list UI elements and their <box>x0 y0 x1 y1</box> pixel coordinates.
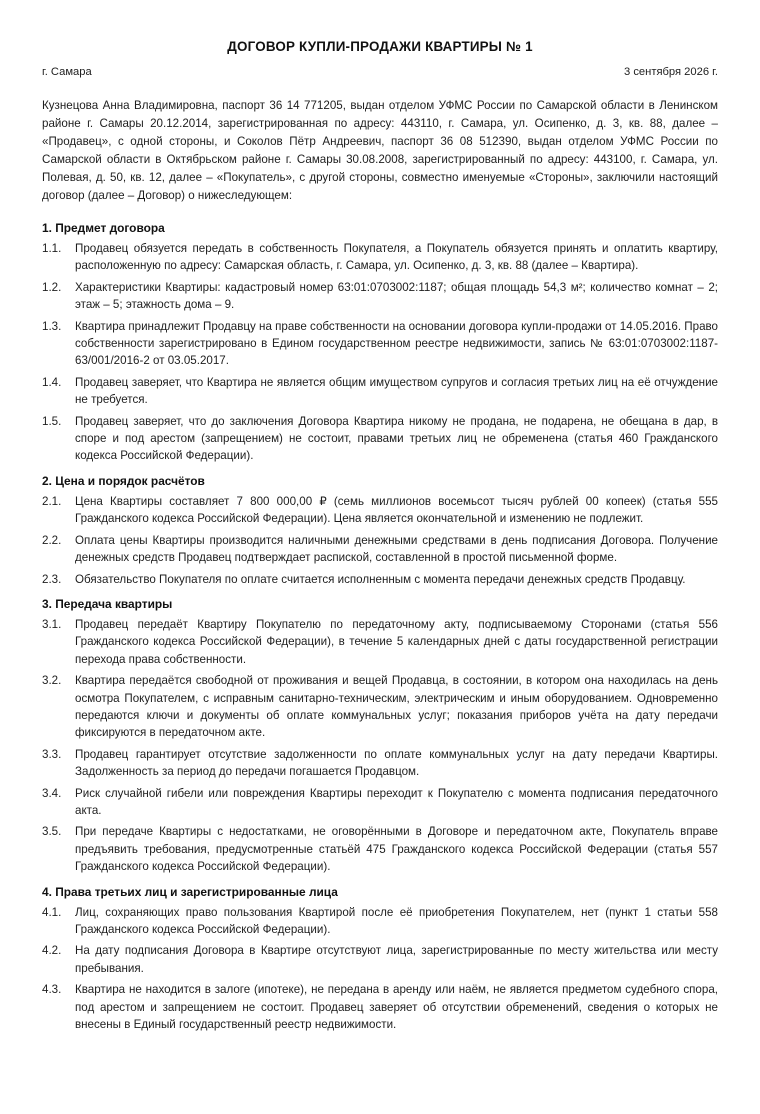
clause <box>42 240 718 275</box>
clause <box>42 413 718 465</box>
clause-number: 3.5. <box>42 825 62 839</box>
clause-text: Продавец заверяет, что до заключения Договора Квартира никому не продана, не подарена, не обещана в дар, в споре и под арестом (запрещением) не состоит, правами третьих лиц не обременена (статья 460 Гражданского кодекса Российской Федерации). <box>75 414 718 463</box>
clause <box>42 942 718 977</box>
clause <box>42 318 718 370</box>
clause-number: 4.2. <box>42 944 62 958</box>
clause-text: Продавец обязуется передать в собственность Покупателя, а Покупатель обязуется принять и оплатить квартиру, расположенную по адресу: Самарская область, г. Самара, ул. Осипенко, д. 3, кв. 88 (далее – Квартира). <box>75 242 718 273</box>
clause-number: 3.2. <box>42 674 62 688</box>
clause <box>42 616 718 668</box>
clause-number: 4.3. <box>42 983 62 997</box>
clause-number: 3.1. <box>42 617 62 631</box>
clause-text: Квартира принадлежит Продавцу на праве собственности на основании договора купли-продажи от 14.05.2016. Право собственности зарегистрировано в Едином государственном реестре недвижимости, запись № 63:01:0703002:1187-63/001/2016-2 от 03.05.2017. <box>75 319 718 368</box>
clause-number: 4.1. <box>42 905 62 919</box>
clause-number: 2.3. <box>42 572 62 586</box>
section <box>42 595 718 876</box>
clause-text: Характеристики Квартиры: кадастровый номер 63:01:0703002:1187; общая площадь 54,3 м²; количество комнат – 2; этаж – 5; этажность дома – 9. <box>75 280 718 312</box>
clause-text: Обязательство Покупателя по оплате считается исполненным с момента передачи денежных средств Продавцу. <box>75 572 686 586</box>
clause <box>42 981 718 1033</box>
clause-text: Продавец передаёт Квартиру Покупателю по передаточному акту, подписываемому Сторонами (статья 556 Гражданского кодекса Российской Федерации), в течение 5 календарных дней с даты государственной регистрации перехода права собственности. <box>75 617 718 666</box>
clause-number: 3.4. <box>42 786 62 800</box>
section-title: 3. Передача квартиры <box>42 596 173 611</box>
section-title: 1. Предмет договора <box>42 221 165 235</box>
clause-number: 2.1. <box>42 494 62 508</box>
clause-text: Продавец гарантирует отсутствие задолженности по оплате коммунальных услуг на дату передачи Квартиры. Задолженность за период до передачи погашается Продавцом. <box>75 747 718 779</box>
section <box>42 883 718 1034</box>
clause <box>42 785 718 820</box>
document-city: г. Самара <box>42 66 92 78</box>
section-title: 2. Цена и порядок расчётов <box>42 473 205 488</box>
clause-number: 1.5. <box>42 414 62 428</box>
clause-text: Оплата цены Квартиры производится наличными денежными средствами в день подписания Договора. Получение денежных средств Продавец подтверждает распиской, составленной в простой письменной форме. <box>75 533 718 565</box>
clause-number: 1.4. <box>42 375 62 389</box>
clause-text: Квартира не находится в залоге (ипотеке), не передана в аренду или наём, не является предметом судебного спора, под арестом и запрещением не состоит. Продавец заверяет об отсутствии обременений, сведения о которых не внесены в Единый государственный реестр недвижимости. <box>75 983 718 1032</box>
clause-number: 1.3. <box>42 319 62 333</box>
clause-number: 1.1. <box>42 242 62 255</box>
clause <box>42 823 718 875</box>
clause <box>42 493 718 528</box>
clause-text: Продавец заверяет, что Квартира не является общим имуществом супругов и согласия третьих лиц на её отчуждение не требуется. <box>75 375 718 407</box>
clause-number: 1.2. <box>42 280 62 294</box>
clause-number: 3.3. <box>42 747 62 761</box>
document-title: ДОГОВОР КУПЛИ-ПРОДАЖИ КВАРТИРЫ № 1 <box>227 39 533 54</box>
clause <box>42 279 718 314</box>
clause-text: Цена Квартиры составляет 7 800 000,00 ₽ (семь миллионов восемьсот тысяч рублей 00 копеек) (статья 555 Гражданского кодекса Российской Федерации). Цена является окончательной и изменению не подлежит. <box>75 494 718 526</box>
clause-text: При передаче Квартиры с недостатками, не оговорёнными в Договоре и передаточном акте, Покупатель вправе предъявить требования, предусмотренные статьёй 475 Гражданского кодекса Российской Федерации (статья 557 Гражданского кодекса Российской Федерации). <box>75 825 718 874</box>
section <box>42 219 718 465</box>
clause <box>42 904 718 939</box>
clause-number: 2.2. <box>42 533 62 547</box>
document-date: 3 сентября 2026 г. <box>624 66 718 78</box>
clause <box>42 374 718 409</box>
document-preamble: Кузнецова Анна Владимировна, паспорт 36 14 771205, выдан отделом УФМС России по Самарской области в Ленинском районе г. Самары 20.12.2014, зарегистрированная по адресу: 443110, г. Самара, ул. Осипенко, д. 3, кв. 88, далее – «Продавец», с одной стороны, и Соколов Пётр Андреевич, паспорт 36 08 512390, выдан отделом УФМС России по Самарской области в Октябрьском районе г. Самары 30.08.2008, зарегистрированный по адресу: 443100, г. Самара, ул. Полевая, д. 50, кв. 12, далее – «Покупатель», с другой стороны, совместно именуемые «Стороны», заключили настоящий договор (далее – Договор) о нижеследующем: <box>42 99 718 203</box>
clause <box>42 571 718 588</box>
section <box>42 472 718 588</box>
document-meta <box>42 66 718 78</box>
clause <box>42 672 718 742</box>
clause <box>42 532 718 567</box>
document-sections <box>42 219 718 1040</box>
clause <box>42 746 718 781</box>
clause-text: Риск случайной гибели или повреждения Квартиры переходит к Покупателю с момента подписания передаточного акта. <box>75 786 718 817</box>
section-title: 4. Права третьих лиц и зарегистрированные лица <box>42 884 338 899</box>
clause-text: На дату подписания Договора в Квартире отсутствуют лица, зарегистрированные по месту жительства или месту пребывания. <box>75 944 718 975</box>
clause-text: Квартира передаётся свободной от проживания и вещей Продавца, в состоянии, в котором она находилась на день осмотра Покупателем, с исправным санитарно-техническим, электрическим и иным оборудованием. Одновременно передаются ключи и документы об оплате коммунальных услуг; показания приборов учёта на дату передачи фиксируются в передаточном акте. <box>75 674 718 740</box>
clause-text: Лиц, сохраняющих право пользования Квартирой после её приобретения Покупателем, нет (пункт 1 статьи 558 Гражданского кодекса Российской Федерации). <box>75 905 718 936</box>
